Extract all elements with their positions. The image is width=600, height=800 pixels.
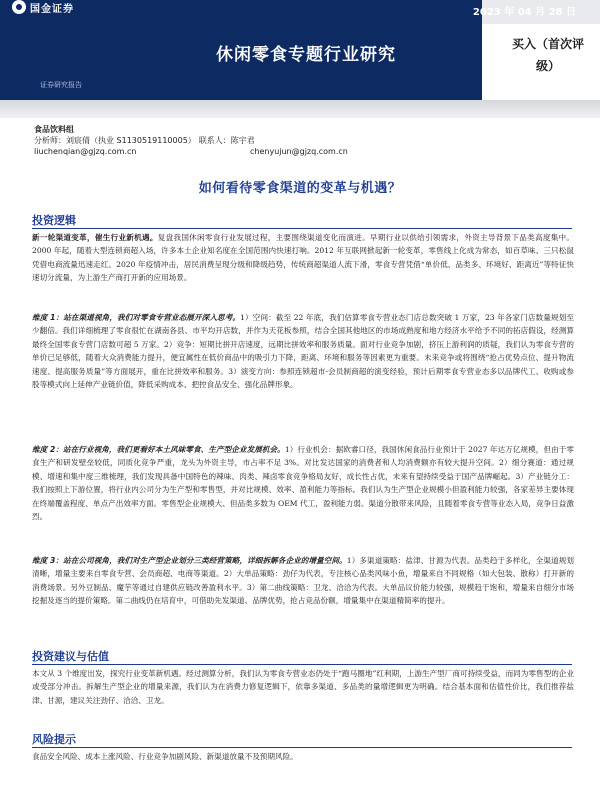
paragraph-lead: 维度 3：站在公司视角，我们对生产型企业划分三类经营策略，详细拆解各企业的增量空间。 <box>32 556 347 565</box>
report-date: 2023 年 04 月 28 日 <box>472 7 576 18</box>
contact-name: 联系人：陈宇君 <box>198 136 255 145</box>
paragraph-advice <box>32 667 574 707</box>
paragraph-risk <box>32 750 574 763</box>
paragraph-dimension-2 <box>32 443 574 523</box>
header-divider <box>0 100 600 118</box>
section-heading-advice: 投资建议与估值 <box>32 650 109 663</box>
paragraph-lead: 维度 1：站在渠道视角，我们对零食专营业态展开深入思考。 <box>32 313 241 322</box>
paragraph-dimension-3 <box>32 554 574 608</box>
analyst-name: 分析师：刘宸倩（执业 S1130519110005） <box>34 136 196 145</box>
industry-group: 食品饮料组 <box>34 125 74 134</box>
section-rule <box>32 664 572 665</box>
paragraph-body: 1）空间：截至 22 年底，我们估算零食专营业态门店总数突破 1 万家，23 年各家门店数量规划至少翻倍。我们详细梳理了零食很忙在湖南各县、市平均开店数，并作为天花板参照，结合全国其他地区的市场成熟度和地方经济水平给予不同的拓店假设，经测算最终全国零食专营门店数可超 5 万家。2）竞争：短期比拼开店速度，远期比拼效率和服务质量。面对行业竞争加剧，挤压上游利润的质疑，我们认为零食专营的单价已足够低，随着大众消费能力提升，便宜属性在低价商品中的吸引力下降，距离、环境和服务等因素更为重要。未来竞争或将围绕“抢占优势点位、提升物流速度、提高服务质量”等方面展开，重在比拼效率和服务。3）演变方向：参照连锁超市-会员制商超的演变经验，预计后期零食专营业态多以品牌代工、收购或参股等模式向上延伸产业链价值，降低采购成本、把控食品安全、强化品牌形象。 <box>32 313 574 390</box>
section-rule <box>32 228 572 229</box>
paragraph-new-channel <box>32 231 574 285</box>
paragraph-lead: 维度 2：站在行业视角，我们更看好本土风味零食、生产型企业发展机会。 <box>32 445 285 454</box>
paragraph-dimension-1 <box>32 311 574 391</box>
report-header <box>0 0 600 118</box>
rating-line-1: 买入（首次评 <box>511 37 584 51</box>
paragraph-body: 本文从 3 个维度出发，探究行业变革新机遇。经过测算分析，我们认为零食专营业态仍处于“跑马圈地”红利期，上游生产型厂商可持续受益，而同为零售型的企业或受部分冲击。拆解生产型企业的增量来源，我们认为在消费力修复逻辑下，依靠多渠道、多品类的量增逻辑更为明确。结合基本面和估值性价比，我们推荐盐津、甘源，建议关注劲仔、洽洽、卫龙。 <box>32 669 574 705</box>
paragraph-body: 1）多渠道策略：盐津、甘源为代表。品类趋于多样化，全渠道规划清晰，增量主要来自零食专营、会员商超、电商等渠道。2）大单品策略：劲仔为代表，专注核心品类风味小鱼，增量来自不同规格（如大包装、散称）打开新的消费场景。另外豆制品、魔芋等通过自建供应链改善盈利水平。3）第二曲线策略：卫龙、洽洽为代表。大单品议价能力较强，规模趋于饱和，增量来自细分市场挖掘及逐当的提价策略。第二曲线仍在培育中，可借助先发渠道、品牌优势，抢占竞品份额，增量集中在渠道精简率的提升。 <box>32 556 574 606</box>
header-banner <box>0 0 482 100</box>
report-type: 证券研究报告 <box>40 81 82 89</box>
logo-text: 国金证券 <box>30 3 74 15</box>
paragraph-lead: 新一轮渠道变革，催生行业新机遇。 <box>32 233 158 242</box>
rating-line-2: 级） <box>535 59 560 73</box>
paragraph-body: 复盘我国休闲零食行业发展过程，主要围绕渠道变化而演进。早期行业以供给引领需求，外资主导背景下品类高度集中。2000 年起，随着大型连锁商超入场，许多本土企业知名度在全国范围内快速打响。2012 年互联网掀起新一轮变革，零售线上化成为常态，如百草味、三只松鼠凭借电商流量迅速走红。2020 年疫情冲击，居民消费呈现分级和降级趋势，传统商超渠道人流下滑，零食专营凭借“单价低、品类多、环境好、距离近”等特征快速切分流量，为上游生产商打开新的应用场景。 <box>32 233 575 283</box>
analyst-info <box>34 124 574 157</box>
section-rule <box>32 747 572 748</box>
analyst-email: liuchenqian@gjzq.com.cn <box>34 147 137 156</box>
paragraph-body: 1）行业机会：据欧睿口径，我国休闲食品行业预计于 2027 年达万亿规模，但由于零食生产和研发壁垒较低，同质化竞争严重，龙头为外资主导，市占率不足 3%。对比发达国家的消费者和人均消费额亦有较大提升空间。2）细分赛道：通过规模、增速和集中度三维梳理，我们发现具备中国特色的辣味、肉类、辣卤零食竞争格局友好，成长性占优，未来有望持续受益于国产品牌崛起。3）产业链分工：我们按照上下游位置，将行业内公司分为生产型和零售型，并对比规模、效率、盈利能力等指标。我们认为生产型企业规模小但盈利能力较强，各家差异主要体现在终端覆盖程度、单点产出效率方面。零售型企业规模大、但品类多数为 OEM 代工，盈利能力弱。渠道分散带来风险，且随着零食专营等业态入局，竞争日益激烈。 <box>32 445 574 522</box>
report-title: 休闲零食专题行业研究 <box>216 45 396 65</box>
contact-email: chenyujun@gjzq.com.cn <box>250 147 348 156</box>
document-title: 如何看待零食渠道的变革与机遇？ <box>198 181 402 196</box>
section-heading-risk: 风险提示 <box>32 733 76 746</box>
paragraph-body: 食品安全风险、成本上涨风险、行业竞争加剧风险、新渠道放量不及预期风险。 <box>32 752 298 761</box>
brand-logo <box>12 0 74 14</box>
section-heading-logic: 投资逻辑 <box>32 214 76 227</box>
rating <box>500 33 596 77</box>
logo-icon <box>12 0 26 14</box>
